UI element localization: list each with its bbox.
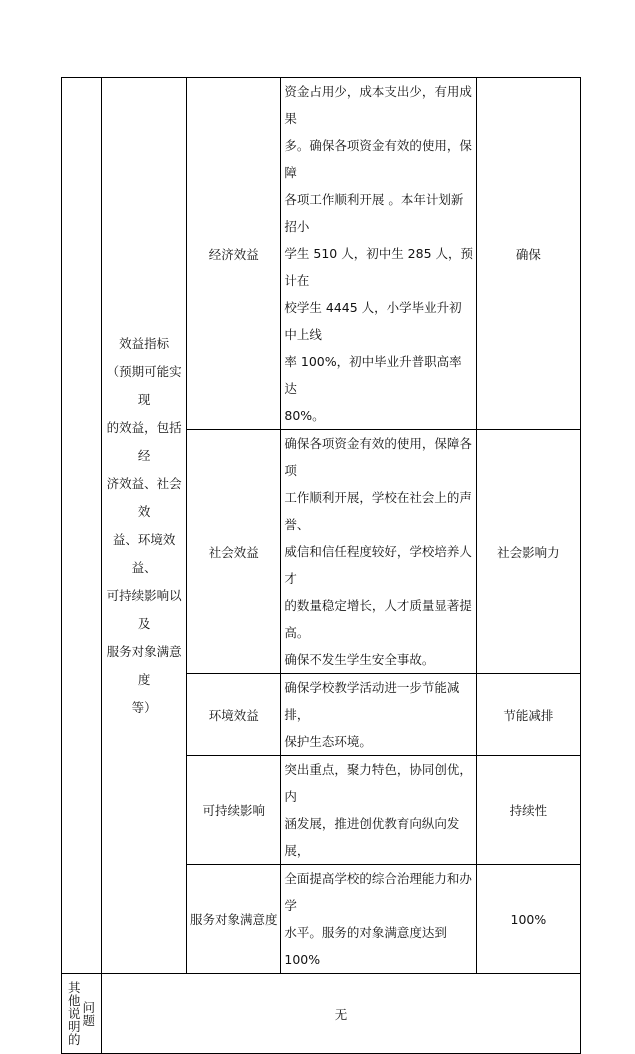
other-label-col-a: 其 他 说 明 的 <box>68 980 81 1047</box>
category-line: 服务对象满意度 <box>106 643 182 687</box>
category-line: 效益指标 <box>119 335 170 351</box>
desc-line: 水平。服务的对象满意度达到 100% <box>284 925 447 967</box>
performance-table <box>61 77 581 1054</box>
category-line: （预期可能实现 <box>106 363 182 407</box>
category-line: 益、环境效益、 <box>112 531 176 575</box>
other-issues-label <box>62 974 102 1054</box>
desc-line: 工作顺利开展，学校在社会上的声誉、 <box>284 490 472 532</box>
desc-line: 资金占用少，成本支出少，有用成果 <box>284 84 472 126</box>
indicator-description <box>281 430 476 674</box>
indicator-name: 社会效益 <box>187 430 281 674</box>
desc-line: 确保各项资金有效的使用，保障各项 <box>284 436 472 478</box>
indicator-name: 可持续影响 <box>187 756 281 865</box>
indicator-name: 服务对象满意度 <box>187 865 281 974</box>
desc-line: 学生 510 人，初中生 285 人，预计在 <box>284 246 474 288</box>
category-line: 济效益、社会效 <box>106 475 182 519</box>
desc-line: 突出重点，聚力特色，协同创优，内 <box>284 762 472 804</box>
table-row <box>62 974 581 1054</box>
indicator-description <box>281 674 476 756</box>
category-line: 等） <box>131 699 157 715</box>
category-line: 可持续影响以及 <box>106 587 182 631</box>
desc-line: 全面提高学校的综合治理能力和办学 <box>284 871 472 913</box>
desc-line: 涵发展，推进创优教育向纵向发展， <box>284 816 460 858</box>
other-issues-content: 无 <box>102 974 581 1054</box>
desc-line: 各项工作顺利开展 。本年计划新招小 <box>284 192 464 234</box>
desc-line: 校学生 4445 人，小学毕业升初中上线 <box>284 300 462 342</box>
other-label-col-b: 问 题 <box>82 999 96 1028</box>
desc-line: 80%。 <box>284 408 325 423</box>
indicator-value: 持续性 <box>476 756 580 865</box>
indicator-value: 社会影响力 <box>476 430 580 674</box>
table-row <box>62 78 581 430</box>
indicator-description <box>281 756 476 865</box>
category-line: 的效益，包括经 <box>106 419 182 463</box>
indicator-value: 100% <box>476 865 580 974</box>
indicator-value: 节能减排 <box>476 674 580 756</box>
desc-line: 多。确保各项资金有效的使用，保障 <box>284 138 472 180</box>
blank-left-cell <box>62 78 102 974</box>
desc-line: 威信和信任程度较好，学校培养人才 <box>284 544 472 586</box>
indicator-name: 环境效益 <box>187 674 281 756</box>
indicator-description <box>281 865 476 974</box>
indicator-name: 经济效益 <box>187 78 281 430</box>
desc-line: 确保学校教学活动进一步节能减排， <box>284 680 460 722</box>
indicator-description <box>281 78 476 430</box>
desc-line: 确保不发生学生安全事故。 <box>284 652 435 667</box>
desc-line: 保护生态环境。 <box>284 734 372 749</box>
category-cell <box>102 78 187 974</box>
indicator-value: 确保 <box>476 78 580 430</box>
desc-line: 率 100%，初中毕业升普职高率达 <box>284 354 462 396</box>
desc-line: 的数量稳定增长，人才质量显著提高。 <box>284 598 472 640</box>
